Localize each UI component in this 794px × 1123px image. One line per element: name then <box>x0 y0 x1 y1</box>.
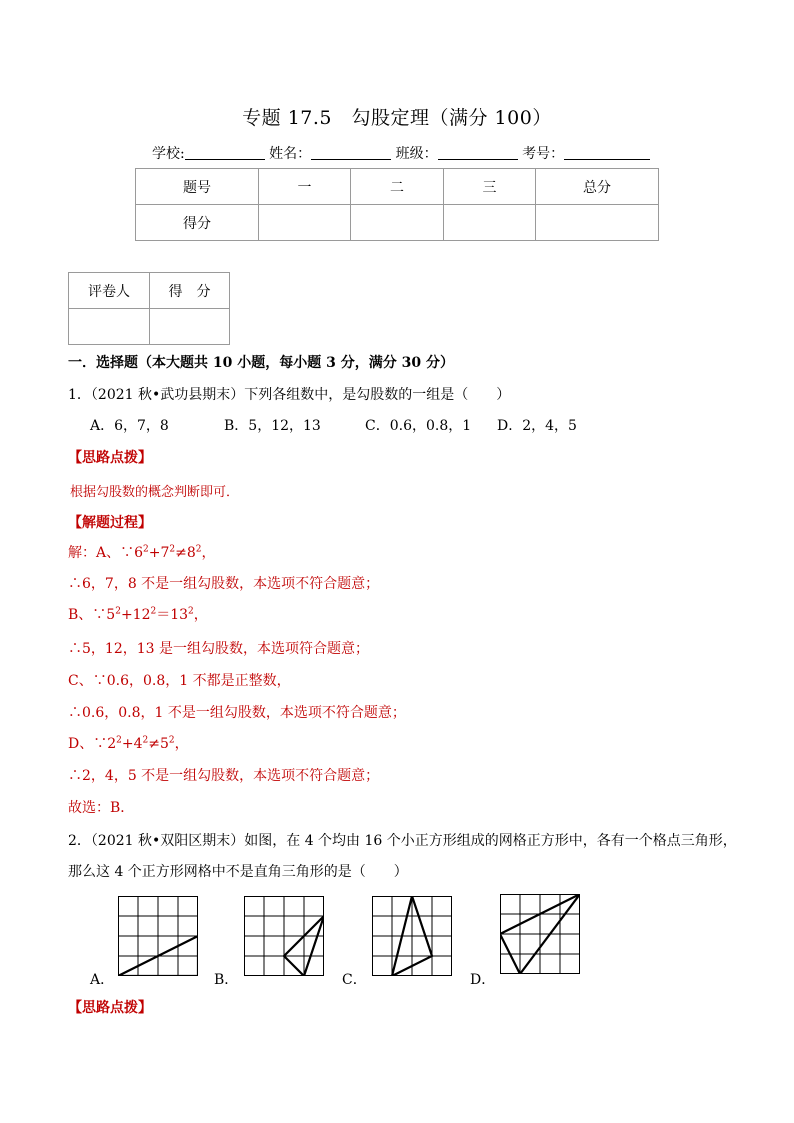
solution-tag: 【解题过程】 <box>68 515 152 531</box>
score-header-cell: 三 <box>444 169 536 205</box>
grader-header-cell: 得 分 <box>150 273 230 309</box>
score-table-header-row <box>136 169 659 205</box>
solution-text: +7 <box>148 545 170 561</box>
q2-option-c-label[interactable]: C． <box>342 972 367 988</box>
grader-cell[interactable] <box>69 309 150 345</box>
solution-line-4: ∴5，12，13 是一组勾股数，本选项符合题意； <box>68 641 369 657</box>
class-field[interactable] <box>438 145 518 160</box>
page-title: 专题 17.5 勾股定理（满分 100） <box>242 107 552 129</box>
superscript: 2 <box>168 735 175 746</box>
score-table <box>135 168 659 241</box>
grid-lines <box>500 894 580 974</box>
q1-option-a[interactable]: A．6，7，8 <box>90 418 169 434</box>
class-label: 班级： <box>395 146 438 162</box>
superscript: 2 <box>195 544 202 555</box>
school-field[interactable] <box>185 145 265 160</box>
superscript: 2 <box>169 544 176 555</box>
solution-text: D、∵2 <box>68 736 117 752</box>
score-cell[interactable] <box>259 205 351 241</box>
score-row-label: 得分 <box>136 205 259 241</box>
solution-line-5: C、∵0.6，0.8，1 不都是正整数， <box>68 673 291 689</box>
solution-line-8: ∴2，4，5 不是一组勾股数，本选项不符合题意； <box>68 768 380 784</box>
superscript: 2 <box>188 606 194 617</box>
superscript: 2 <box>150 606 157 617</box>
student-info <box>152 143 650 163</box>
exam-no-label: 考号： <box>522 146 565 162</box>
score-header-cell: 题号 <box>136 169 259 205</box>
q2-figure-b[interactable] <box>244 896 324 976</box>
score-header-cell: 二 <box>351 169 444 205</box>
exam-no-field[interactable] <box>564 145 650 160</box>
solution-line-1 <box>68 542 216 562</box>
solution-text: ， <box>201 545 216 561</box>
solution-text: ， <box>193 607 208 623</box>
solution-line-7 <box>68 733 189 753</box>
superscript: 2 <box>116 735 122 746</box>
solution-text: ≠5 <box>148 736 169 752</box>
q1-option-b[interactable]: B．5，12，13 <box>224 418 321 434</box>
solution-line-2: ∴6，7，8 不是一组勾股数，本选项不符合题意； <box>68 576 380 592</box>
solution-text: B、∵5 <box>68 607 116 623</box>
question-1-stem: 1．（2021 秋•武功县期末）下列各组数中，是勾股数的一组是（ ） <box>68 387 511 403</box>
score-table-value-row <box>136 205 659 241</box>
grader-table <box>68 272 230 345</box>
grader-score-cell[interactable] <box>150 309 230 345</box>
grader-header-row <box>69 273 230 309</box>
superscript: 2 <box>142 735 149 746</box>
name-label: 姓名： <box>269 146 312 162</box>
grid-lines <box>118 896 198 976</box>
question-2-stem-line-1: 2．（2021 秋•双阳区期末）如图，在 4 个均由 16 个小正方形组成的网格正方形中，各有一个格点三角形， <box>68 833 737 849</box>
hint-tag: 【思路点拨】 <box>68 450 152 466</box>
solution-text: +12 <box>120 607 151 623</box>
q2-figure-c[interactable] <box>372 896 452 976</box>
grid-lines <box>372 896 452 976</box>
hint-tag-2: 【思路点拨】 <box>68 1000 152 1016</box>
solution-text: ≠8 <box>175 545 196 561</box>
grader-header-cell: 评卷人 <box>69 273 150 309</box>
q2-option-d-label[interactable]: D． <box>470 972 496 988</box>
score-cell[interactable] <box>444 205 536 241</box>
solution-line-9: 故选：B． <box>68 800 135 816</box>
question-2-stem-line-2: 那么这 4 个正方形网格中不是直角三角形的是（ ） <box>68 864 408 880</box>
q2-option-a-label[interactable]: A． <box>90 972 115 988</box>
q2-option-b-label[interactable]: B． <box>214 972 239 988</box>
solution-line-3 <box>68 604 208 624</box>
score-cell[interactable] <box>536 205 659 241</box>
solution-text: +4 <box>121 736 143 752</box>
hint-text: 根据勾股数的概念判断即可． <box>70 485 240 500</box>
superscript: 2 <box>115 606 121 617</box>
solution-text: ＝13 <box>156 607 189 623</box>
solution-text: ， <box>174 736 189 752</box>
q1-option-c[interactable]: C．0.6，0.8，1 <box>365 418 472 434</box>
solution-text: 解：A、∵6 <box>68 545 144 561</box>
q1-option-d[interactable]: D．2，4，5 <box>497 418 577 434</box>
name-field[interactable] <box>311 145 391 160</box>
solution-line-6: ∴0.6，0.8，1 不是一组勾股数，本选项不符合题意； <box>68 705 406 721</box>
score-cell[interactable] <box>351 205 444 241</box>
grader-value-row <box>69 309 230 345</box>
q2-figure-d[interactable] <box>500 894 580 974</box>
q2-figure-a[interactable] <box>118 896 198 976</box>
score-header-cell: 一 <box>259 169 351 205</box>
score-header-cell: 总分 <box>536 169 659 205</box>
superscript: 2 <box>143 544 149 555</box>
section-heading: 一．选择题（本大题共 10 小题，每小题 3 分，满分 30 分） <box>68 355 454 371</box>
grid-lines <box>244 896 324 976</box>
school-label: 学校: <box>152 146 185 162</box>
